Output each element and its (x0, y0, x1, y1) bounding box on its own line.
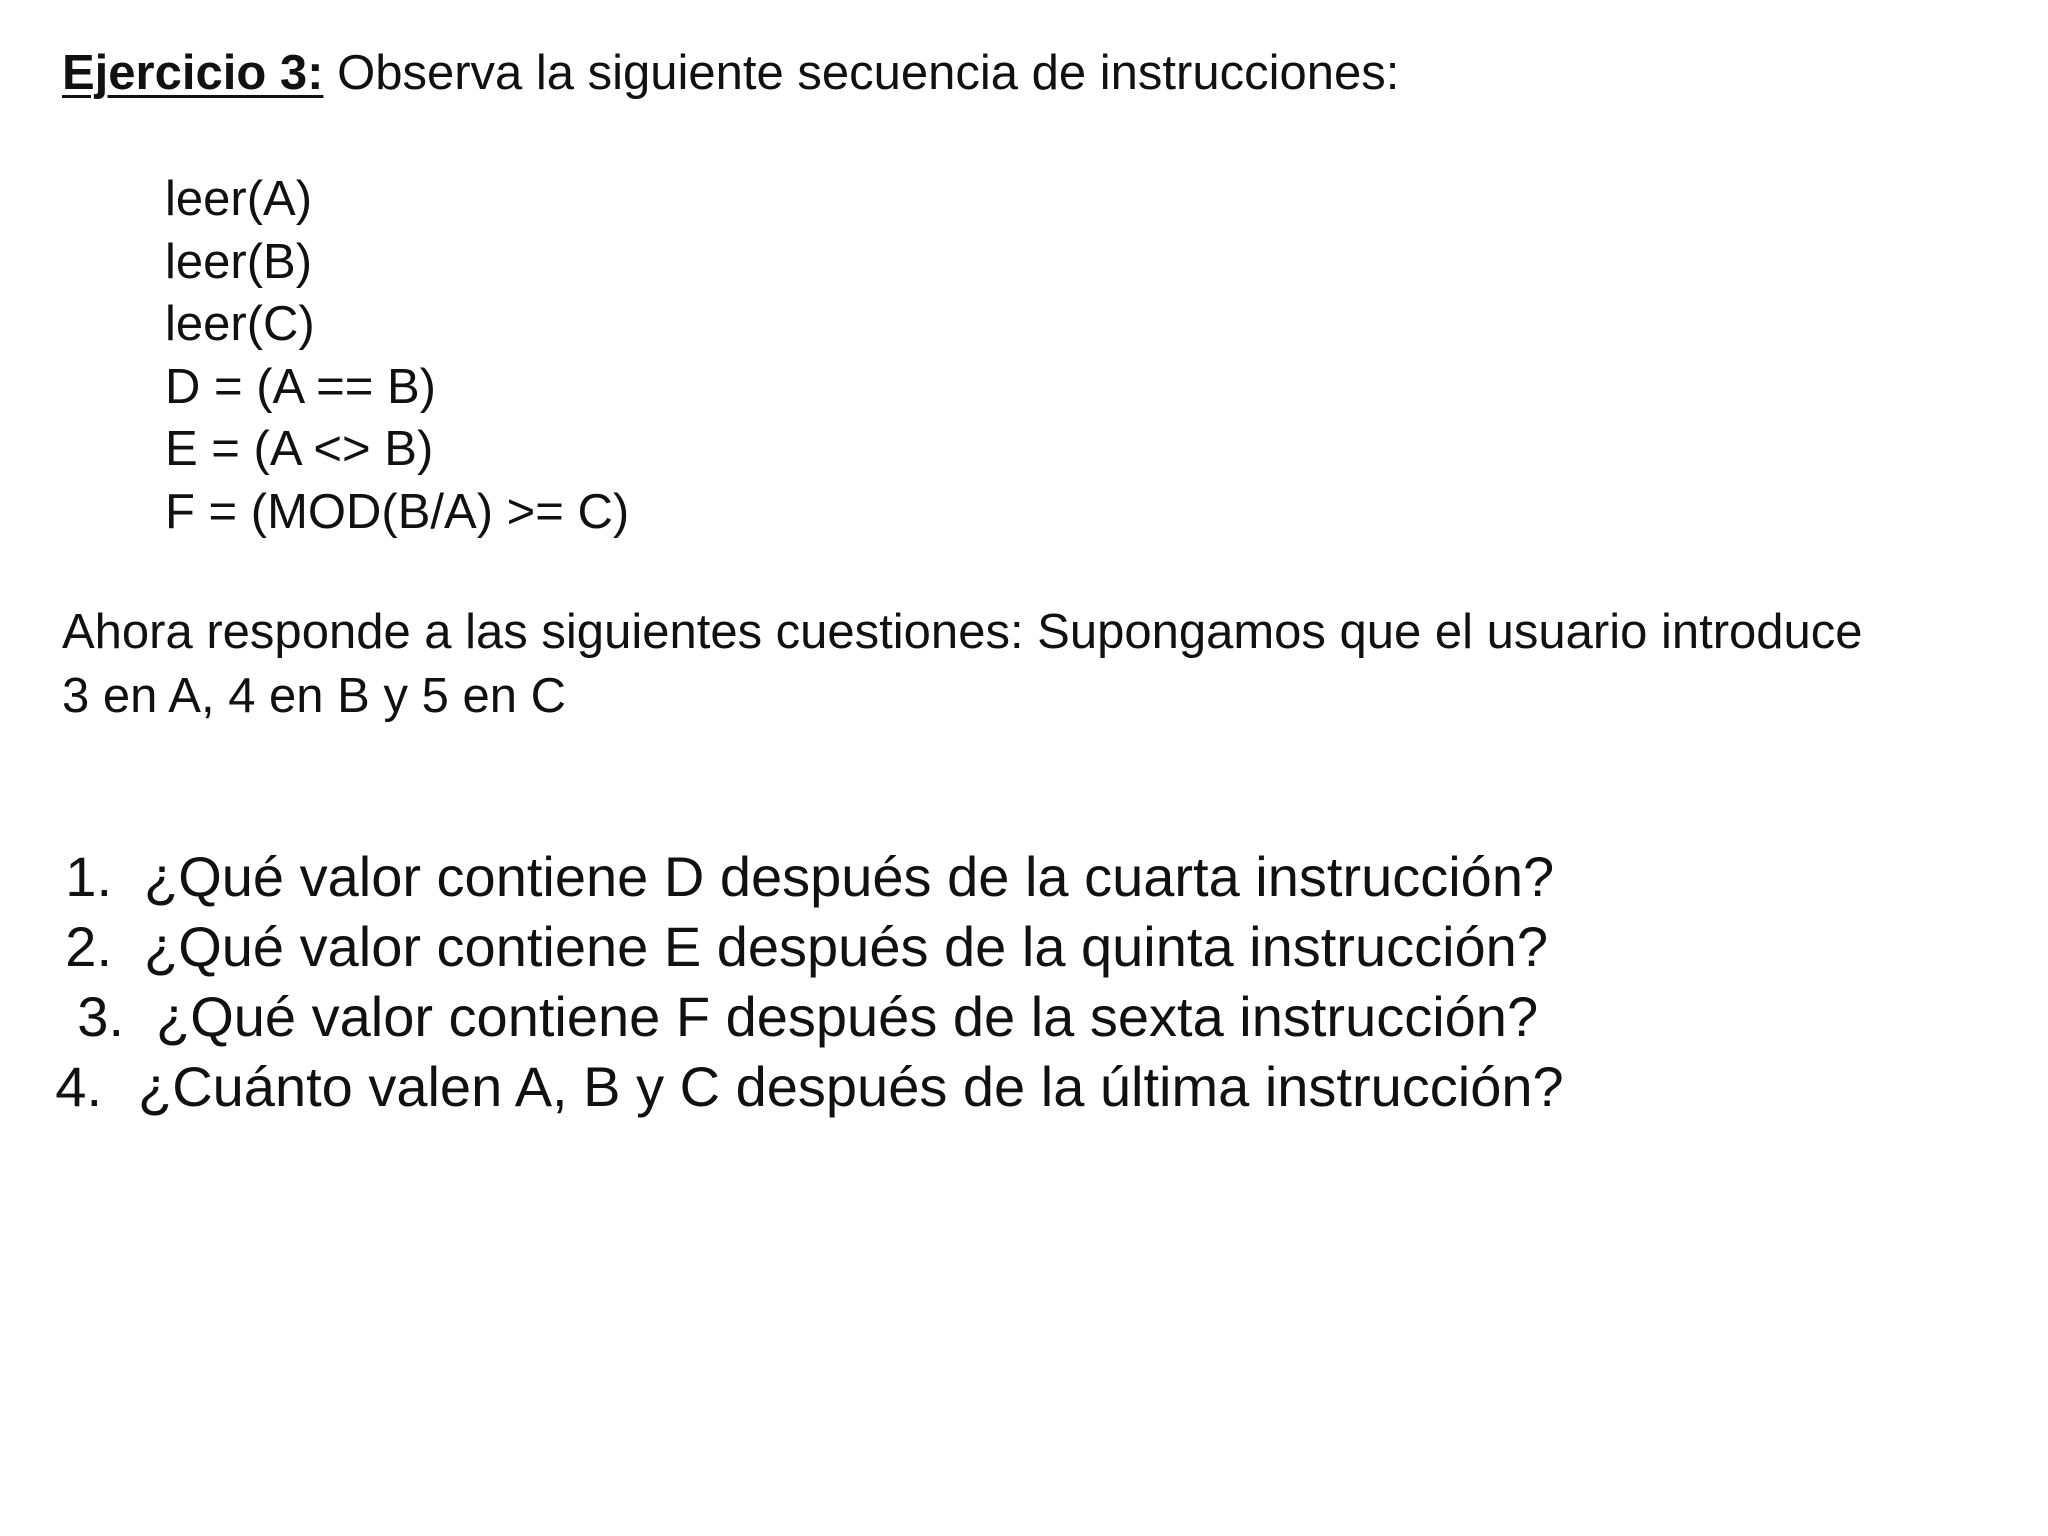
question-text: ¿Qué valor contiene E después de la quinta instrucción? (144, 915, 1548, 978)
instruction-line-6: F = (MOD(B/A) >= C) (165, 484, 630, 539)
exercise-heading (62, 42, 1399, 104)
question-number: 1. (65, 845, 112, 908)
instruction-line-4: D = (A == B) (165, 359, 436, 414)
question-item (0, 912, 1564, 982)
question-number: 2. (65, 915, 112, 978)
scenario-line-1: Ahora responde a las siguientes cuestiones: Supongamos que el usuario introduce (62, 605, 1863, 659)
scenario-prompt (62, 600, 1863, 728)
question-number: 3. (77, 985, 124, 1048)
question-list (0, 842, 1564, 1122)
question-item (0, 982, 1564, 1052)
question-text: ¿Cuánto valen A, B y C después de la última instrucción? (138, 1055, 1564, 1118)
instruction-sequence (165, 168, 629, 543)
question-item (0, 1052, 1564, 1122)
question-number: 4. (55, 1055, 102, 1118)
instruction-line-2: leer(B) (165, 234, 313, 289)
exercise-instruction: Observa la siguiente secuencia de instrucciones: (323, 46, 1400, 100)
instruction-line-3: leer(C) (165, 297, 315, 351)
instruction-line-1: leer(A) (165, 172, 313, 226)
instruction-line-5: E = (A <> B) (165, 422, 434, 476)
question-text: ¿Qué valor contiene F después de la sexta instrucción? (156, 985, 1539, 1048)
exercise-label: Ejercicio 3: (62, 46, 324, 100)
question-item (0, 842, 1564, 912)
question-text: ¿Qué valor contiene D después de la cuarta instrucción? (144, 845, 1555, 908)
scenario-line-2: 3 en A, 4 en B y 5 en C (62, 669, 566, 723)
